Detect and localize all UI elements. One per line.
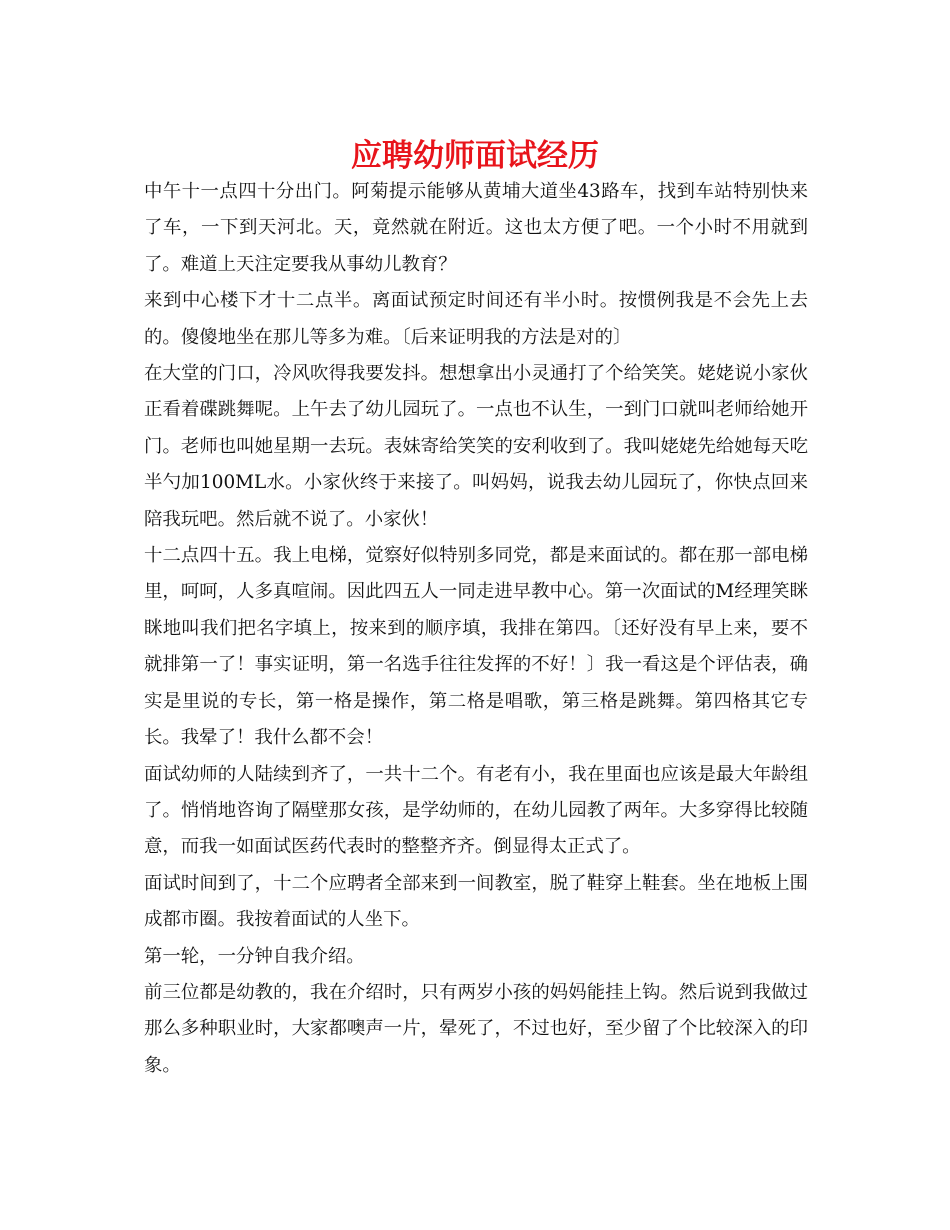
paragraph-1: 中午十一点四十分出门。阿菊提示能够从黄埔大道坐43路车，找到车站特别快来了车，一下到天河北。天，竟然就在附近。这也太方便了吧。一个小时不用就到了。难道上天注定要我从事幼儿教育？ (144, 181, 808, 275)
paragraph-7: 第一轮，一分钟自我介绍。 (144, 945, 365, 967)
document-title: 应聘幼师面试经历 (351, 138, 599, 174)
paragraph-8: 前三位都是幼教的，我在介绍时，只有两岁小孩的妈妈能挂上钩。然后说到我做过那么多种职业时，大家都噢声一片，晕死了，不过也好，至少留了个比较深入的印象。 (144, 981, 808, 1076)
paragraph-3: 在大堂的门口，冷风吹得我要发抖。想想拿出小灵通打了个给笑笑。姥姥说小家伙正看着碟跳舞呢。上午去了幼儿园玩了。一点也不认生，一到门口就叫老师给她开门。老师也叫她星期一去玩。表妹寄给笑笑的安利收到了。我叫姥姥先给她每天吃半勺加100ML水。小家伙终于来接了。叫妈妈，说我去幼儿园玩了，你快点回来陪我玩吧。然后就不说了。小家伙！ (144, 363, 808, 530)
paragraph-2: 来到中心楼下才十二点半。离面试预定时间还有半小时。按惯例我是不会先上去的。傻傻地坐在那儿等多为难。〔后来证明我的方法是对的〕 (144, 290, 808, 348)
paragraph-4: 十二点四十五。我上电梯，觉察好似特别多同党，都是来面试的。都在那一部电梯里，呵呵，人多真喧闹。因此四五人一同走进早教中心。第一次面试的M经理笑眯眯地叫我们把名字填上，按来到的顺序填，我排在第四。〔还好没有早上来，要不就排第一了！事实证明，第一名选手往往发挥的不好！〕我一看这是个评估表，确实是里说的专长，第一格是操作，第二格是唱歌，第三格是跳舞。第四格其它专长。我晕了！我什么都不会！ (144, 545, 808, 749)
document-body (144, 174, 808, 1084)
paragraph-5: 面试幼师的人陆续到齐了，一共十二个。有老有小，我在里面也应该是最大年龄组了。悄悄地咨询了隔壁那女孩，是学幼师的，在幼儿园教了两年。大多穿得比较随意，而我一如面试医药代表时的整整齐齐。倒显得太正式了。 (144, 763, 808, 858)
paragraph-6: 面试时间到了，十二个应聘者全部来到一间教室，脱了鞋穿上鞋套。坐在地板上围成都市圈。我按着面试的人坐下。 (144, 872, 808, 931)
